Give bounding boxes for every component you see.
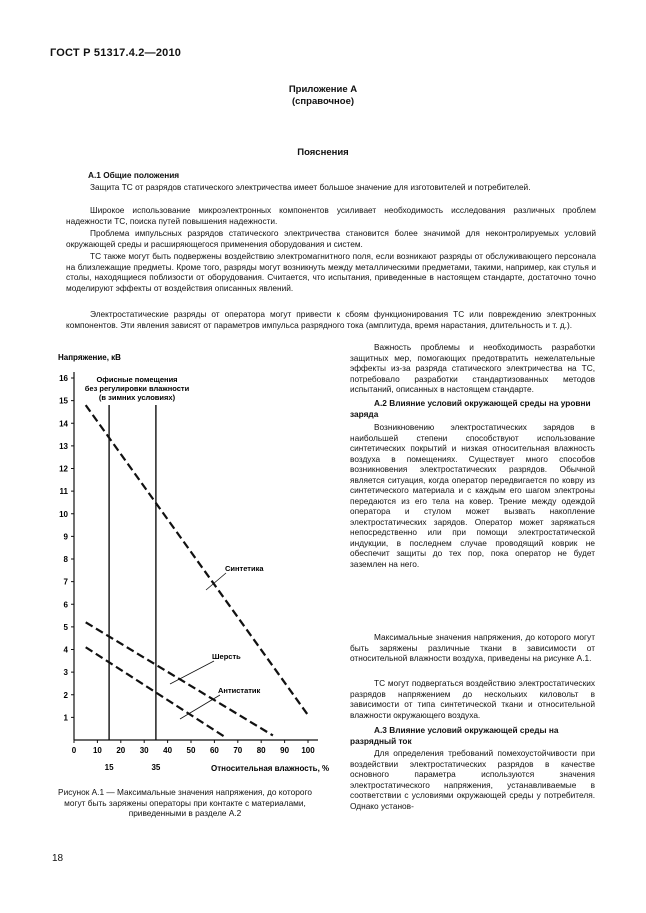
x-tick-label: 0 (71, 746, 77, 755)
region-annotation-line: Офисные помещения (96, 375, 178, 384)
y-tick-label: 6 (63, 600, 68, 610)
x-tick-label: 60 (209, 746, 219, 755)
y-tick-label: 9 (63, 532, 68, 542)
series-label-wool: Шерсть (212, 652, 241, 661)
y-tick-label: 11 (59, 487, 68, 497)
section-title: Пояснения (297, 147, 349, 158)
x-tick-label: 70 (233, 746, 243, 755)
standard-header: ГОСТ Р 51317.4.2—2010 (50, 47, 182, 59)
y-tick-label: 13 (59, 441, 68, 451)
a2-heading: А.2 Влияние условий окружающей среды на уровни заряда (350, 398, 591, 419)
x-axis-title: Относительная влажность, % (211, 764, 330, 773)
humidity-marker-label: 35 (151, 763, 161, 772)
y-tick-label: 16 (59, 374, 68, 383)
series-label-synthetic: Синтетика (225, 564, 264, 573)
figure-caption: Рисунок А.1 — Максимальные значения напряжения, до которого могут быть заряжены операторы при контакте с материалами, приведенными в разделе А.2 (58, 787, 312, 818)
y-tick-label: 8 (63, 555, 68, 564)
y-axis-title: Напряжение, кВ (58, 353, 121, 362)
a1-paragraph: ТС также могут быть подвержены воздействию электромагнитного поля, если возникают разряды от обслуживающего персонала на близлежащие предметы. Кроме того, разряды могут возникнуть между металлическими предметами, такими, например, как стулья и столы, находящиеся поблизости от оборудования. Считается, что испытания, приведенные в настоящем стандарте, достаточно точно моделируют эффекты от воздействия описанных явлений. (66, 251, 596, 293)
humidity-marker-label: 15 (104, 763, 114, 772)
y-tick-label: 3 (63, 668, 68, 678)
y-tick-label: 14 (59, 419, 68, 429)
a1-paragraph: Защита ТС от разрядов статического электричества имеет большое значение для изготовителей и потребителей. (90, 182, 531, 192)
x-tick-label: 40 (163, 746, 173, 755)
a1-paragraph: Широкое использование микроэлектронных компонентов усиливает необходимость исследования различных проблем надежности ТС, поиска путей повышения надежности. (66, 205, 596, 226)
y-tick-label: 1 (63, 713, 68, 723)
region-annotation-line: (в зимних условиях) (98, 393, 176, 402)
series-label-antistatic: Антистатик (218, 686, 261, 695)
y-tick-label: 5 (63, 622, 68, 632)
x-tick-label: 80 (256, 746, 266, 755)
page-number: 18 (52, 853, 64, 864)
y-tick-label: 2 (63, 690, 68, 700)
a2-paragraph: ТС могут подвергаться воздействию электростатических разрядов напряжением до нескольких киловольт в зависимости от типа синтетической ткани и относительной влажности окружающего воздуха. (350, 678, 595, 720)
series-leader-antistatic (180, 695, 220, 719)
a2-paragraph: Максимальные значения напряжения, до которого могут быть заряжены различные ткани в зависимости от относительной влажности воздуха, приведены на рисунке А.1. (350, 632, 595, 663)
x-tick-label: 100 (301, 746, 315, 755)
x-tick-label: 10 (92, 746, 102, 755)
a1-paragraph: Проблема импульсных разрядов статического электричества становится более значимой для неконтролируемых условий окружающей среды и расширяющегося применения оборудования и систем. (66, 228, 596, 249)
y-tick-label: 7 (63, 577, 68, 587)
y-tick-label: 12 (59, 464, 68, 474)
a1-paragraph: Электростатические разряды от оператора могут привести к сбоям функционирования ТС или повреждению электронных компонентов. Эти явления зависят от параметров импульса разрядного тока (амплитуда, время нарастания, длительность и т. д.). (66, 309, 596, 330)
importance-paragraph: Важность проблемы и необходимость разработки защитных мер, помогающих предотвратить нежелательные эффекты из-за разряда статического электричества на ТС, потребовало разработки стандартизованных методов испытаний, описанных в настоящем стандарте. (350, 342, 595, 394)
annex-title: Приложение А (288, 84, 358, 95)
voltage-humidity-chart (0, 345, 340, 785)
a1-heading: А.1 Общие положения (88, 170, 180, 180)
annex-note: (справочное) (291, 96, 355, 107)
y-tick-label: 4 (63, 645, 68, 655)
x-tick-label: 20 (116, 746, 126, 755)
y-tick-label: 10 (59, 509, 68, 519)
x-tick-label: 30 (139, 746, 149, 755)
region-annotation-line: без регулировки влажности (84, 384, 190, 393)
x-tick-label: 90 (280, 746, 290, 755)
a2-paragraph: Возникновению электростатических зарядов в наибольшей степени способствуют использование синтетических покрытий и низкая относительная влажность воздуха в помещениях. Существует много способов возникновения электростатических разрядов. Обычной является ситуация, когда оператор передвигается по ковру из синтетического материала и с каждым его шагом электроны передаются из его тела на ковер. Трение между одеждой оператора и стулом может вызвать накопление электростатических зарядов. Оператор может заряжаться непосредственно или при помощи электростатической индукции, в последнем случае проводящий коврик не обеспечит защиты до тех пор, пока оператор не будет заземлен на него. (350, 422, 595, 569)
a3-paragraph: Для определения требований помехоустойчивости при воздействии электростатических разрядов в качестве основного параметра используются значения электростатического напряжения, устанавливаемые в соответствии с условиями окружающей среды у потребителя. Однако установ- (350, 748, 595, 811)
series-leader-wool (170, 661, 214, 684)
a3-heading: А.3 Влияние условий окружающей среды на разрядный ток (350, 725, 559, 746)
x-tick-label: 50 (186, 746, 196, 755)
y-tick-label: 15 (59, 396, 68, 406)
